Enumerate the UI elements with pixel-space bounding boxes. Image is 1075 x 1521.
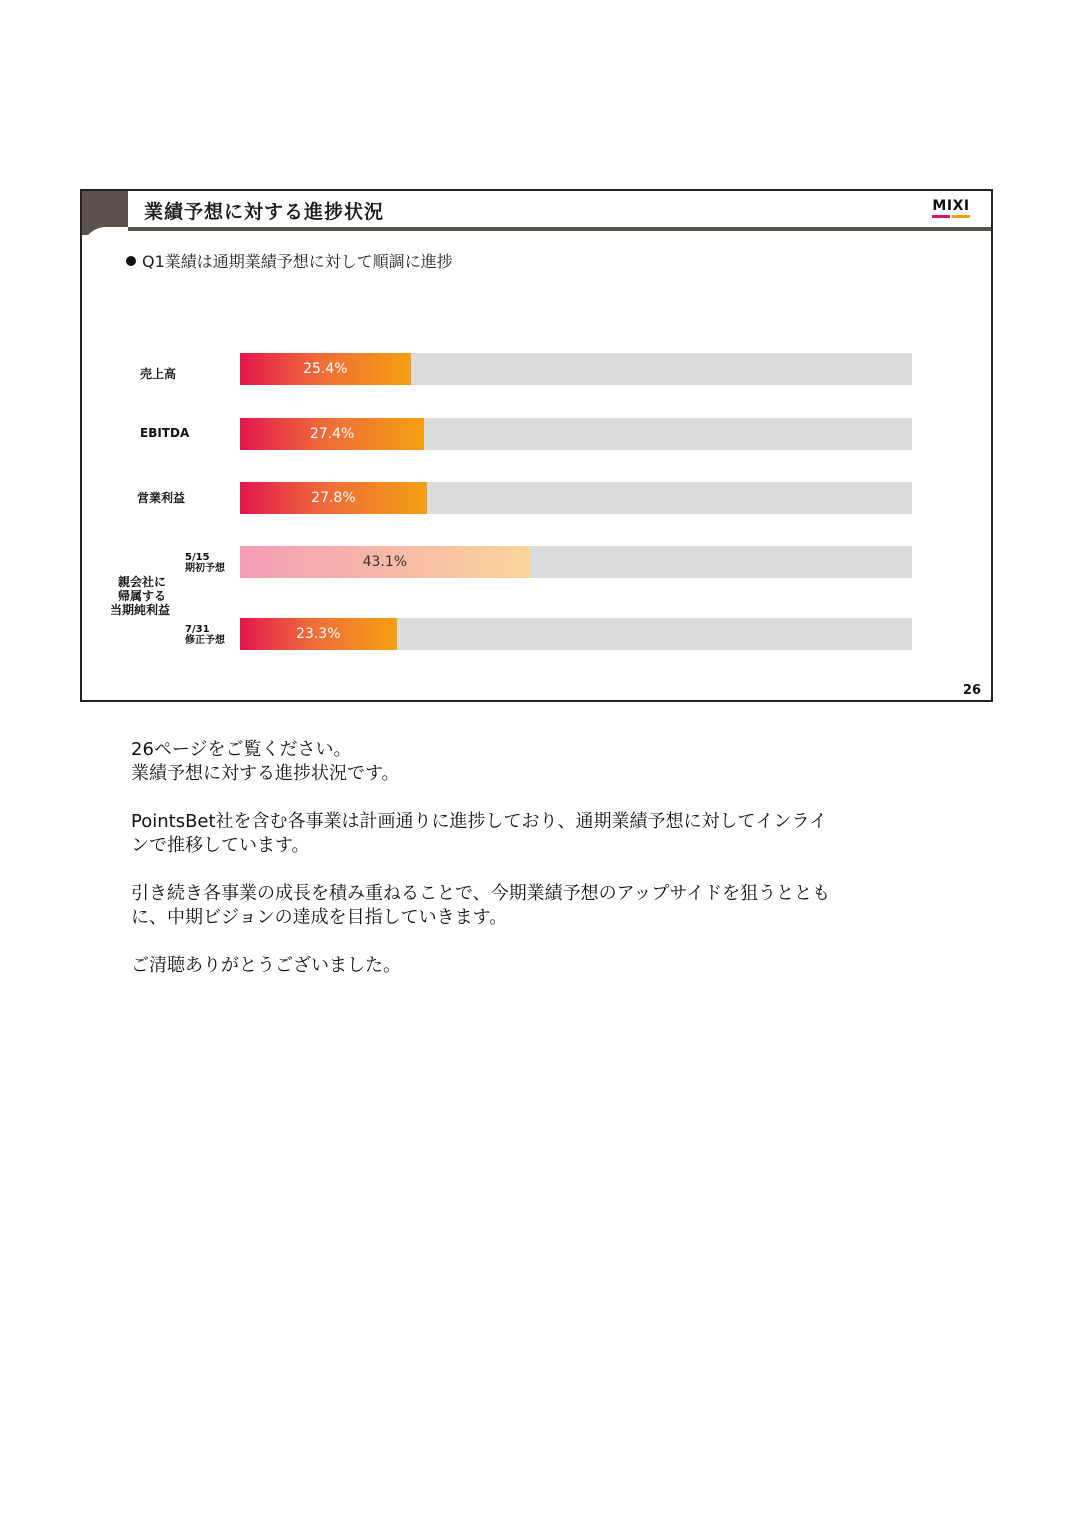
value-label-operating-profit: 27.8% bbox=[311, 490, 356, 506]
bar-track-initial-forecast bbox=[240, 546, 912, 578]
logo-bar-red bbox=[932, 215, 950, 218]
notes-paragraph: 26ページをご覧ください。 業績予想に対する進捗状況です。 bbox=[131, 739, 400, 784]
sub-label-revised-forecast: 7/31 修正予想 bbox=[185, 624, 225, 646]
value-label-sales: 25.4% bbox=[303, 361, 348, 377]
logo-text: MIXI bbox=[932, 198, 970, 214]
bullet-point bbox=[126, 249, 453, 272]
logo-bar-orange bbox=[952, 215, 970, 218]
bar-track-revised-forecast bbox=[240, 618, 912, 650]
bullet-dot-icon bbox=[126, 256, 136, 266]
category-label-sales: 売上高 bbox=[140, 367, 177, 381]
slide bbox=[80, 189, 993, 702]
notes-paragraph: ご清聴ありがとうございました。 bbox=[131, 955, 401, 976]
mixi-logo bbox=[931, 199, 971, 218]
header-rule bbox=[128, 227, 991, 231]
value-label-initial-forecast: 43.1% bbox=[362, 554, 408, 570]
sub-label-initial-forecast: 5/15 期初予想 bbox=[185, 552, 225, 574]
speaker-notes bbox=[131, 738, 961, 1002]
notes-paragraph: PointsBet社を含む各事業は計画通りに進捗しており、通期業績予想に対してインライ ンで推移しています。 bbox=[131, 811, 828, 856]
page-number: 26 bbox=[962, 683, 981, 698]
bar-track-operating-profit bbox=[240, 482, 912, 514]
category-label-operating-profit: 営業利益 bbox=[137, 491, 186, 505]
category-label-ebitda: EBITDA bbox=[140, 426, 190, 440]
bar-track-ebitda bbox=[240, 418, 912, 450]
slide-title: 業績予想に対する進捗状況 bbox=[144, 201, 385, 223]
bar-track-sales bbox=[240, 353, 912, 385]
value-label-ebitda: 27.4% bbox=[309, 426, 355, 442]
bullet-text: Q1業績は通期業績予想に対して順調に進捗 bbox=[142, 252, 453, 271]
value-label-revised-forecast: 23.3% bbox=[296, 626, 341, 642]
category-label-net-income: 親会社に 帰属する 当期純利益 bbox=[110, 575, 171, 617]
notes-paragraph: 引き続き各事業の成長を積み重ねることで、今期業績予想のアップサイドを狙うととも に、中期ビジョンの達成を目指していきます。 bbox=[131, 883, 831, 928]
